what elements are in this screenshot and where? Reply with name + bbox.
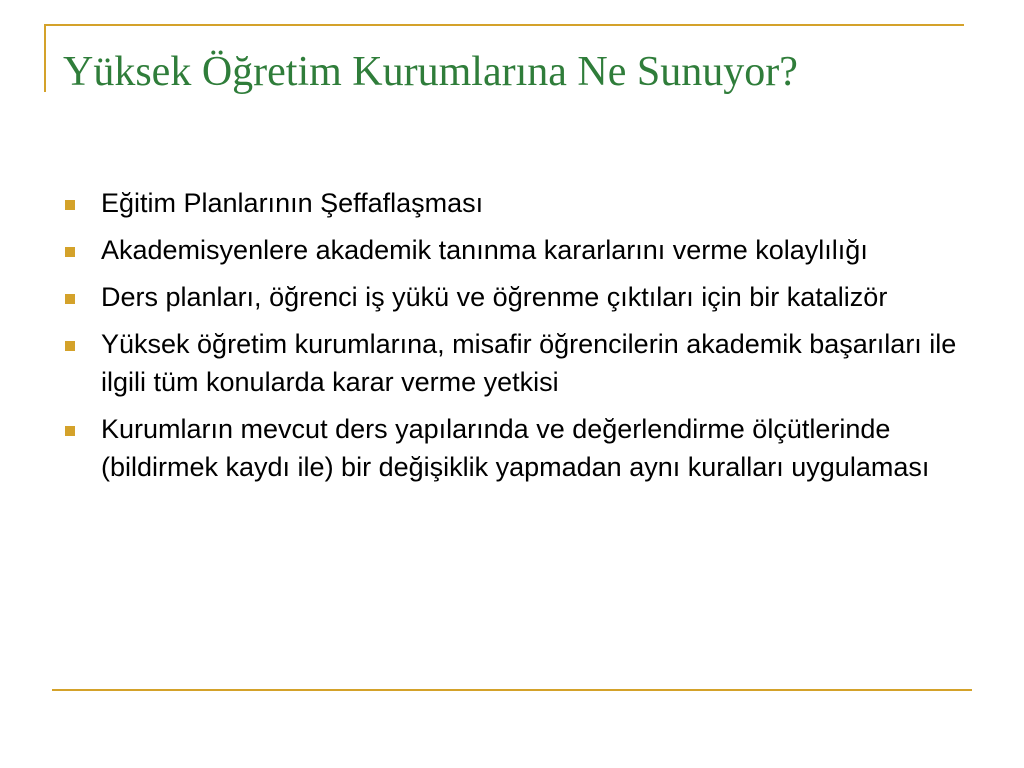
bullet-text: Akademisyenlere akademik tanınma kararlarını verme kolaylılığı	[101, 235, 868, 265]
square-bullet-icon	[65, 341, 75, 351]
top-accent-line	[44, 24, 964, 26]
bullet-item	[62, 184, 962, 222]
bullet-item	[62, 278, 962, 316]
square-bullet-icon	[65, 247, 75, 257]
bullet-text: Eğitim Planlarının Şeffaflaşması	[101, 188, 484, 218]
square-bullet-icon	[65, 426, 75, 436]
bullet-list	[62, 184, 962, 495]
slide-title: Yüksek Öğretim Kurumlarına Ne Sunuyor?	[63, 49, 798, 95]
square-bullet-icon	[65, 200, 75, 210]
bullet-text: Kurumların mevcut ders yapılarında ve değerlendirme ölçütlerinde (bildirmek kaydı ile) bir değişiklik yapmadan aynı kuralları uygulaması	[101, 414, 930, 482]
square-bullet-icon	[65, 294, 75, 304]
bullet-text: Ders planları, öğrenci iş yükü ve öğrenme çıktıları için bir katalizör	[101, 282, 888, 312]
bullet-item	[62, 410, 962, 486]
left-accent-line	[44, 24, 46, 92]
bullet-item	[62, 231, 962, 269]
bullet-text: Yüksek öğretim kurumlarına, misafir öğrencilerin akademik başarıları ile ilgili tüm konularda karar verme yetkisi	[101, 329, 957, 397]
bullet-item	[62, 325, 962, 401]
bottom-accent-line	[52, 689, 972, 691]
